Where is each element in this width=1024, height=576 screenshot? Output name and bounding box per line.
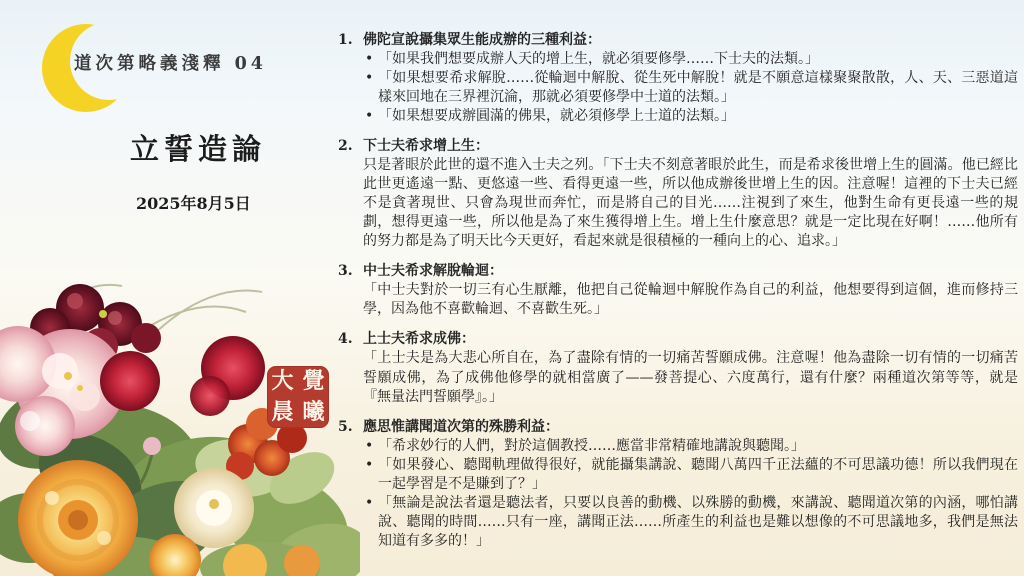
bullet-item: • 「如果想要成辦圓滿的佛果，就必須修學上士道的法類。」 [363, 107, 1018, 126]
list-item [338, 31, 1018, 126]
item-body-text: 「中士夫對於一切三有心生厭離，他把自己從輪迴中解脫作為自己的利益，他想要得到這個，進而修持三學，因為他不喜歡輪迴、不喜歡生死。」 [363, 282, 1018, 318]
item-number: 3. [338, 263, 353, 280]
item-content [363, 31, 1018, 126]
seal-char: 覺 [302, 367, 325, 394]
seal-char: 晨 [271, 398, 294, 425]
item-heading: 中士夫希求解脫輪迴： [363, 263, 503, 280]
item-body-text: 只是著眼於此世的還不進入士夫之列。「下士夫不刻意著眼於此生，而是希求後世增上生的圓滿。他已經比此世更遙遠一點、更悠遠一些、看得更遠一些，所以他成辦後世增上生的因。注意喔！這裡的下士夫已經不是貪著現世、只會為現世而奔忙，而是將自己的目光……注視到了來生，他對生命有更長遠一些的規劃，想得更遠一些，所以他是為了來生獲得增上生。增上生什麼意思？就是一定比現在好啊！……他所有的努力都是為了明天比今天更好，看起來就是很積極的一種向上的心、追求。」 [363, 157, 1018, 250]
seal [267, 366, 329, 428]
list-item [338, 330, 1018, 406]
bullet-item: • 「如果發心、聽聞軌理做得很好，就能攝集講說、聽聞八萬四千正法蘊的不可思議功德！所以我們現在一起學習是不是賺到了？」 [363, 456, 1018, 494]
item-content [363, 262, 1018, 319]
item-content [363, 330, 1018, 406]
item-body-text: 「上士夫是為大悲心所自在，為了盡除有情的一切痛苦誓願成佛。注意喔！他為盡除一切有情的一切痛苦誓願成佛，為了成佛他修學的就相當廣了——發菩提心、六度萬行，還有什麼？兩種道次第等等，就是『無量法門誓願學』。」 [363, 350, 1018, 405]
list-item [338, 262, 1018, 319]
bullet-item: • 「如果想要希求解脫……從輪迴中解脫、從生死中解脫！就是不願意這樣聚聚散散，人、天、三惡道這樣來回地在三界裡沉淪，那就必須要修學中士道的法類。」 [363, 69, 1018, 107]
seal-char: 曦 [302, 398, 325, 425]
seal-char: 大 [271, 367, 294, 394]
item-number: 4. [338, 331, 353, 348]
item-content [363, 418, 1018, 551]
bullet-item: • 「希求妙行的人們，對於這個教授……應當非常精確地講說與聽聞。」 [363, 437, 1018, 456]
item-heading: 應思惟講聞道次第的殊勝利益： [363, 418, 559, 435]
item-heading: 下士夫希求增上生： [363, 138, 489, 155]
bullet-item: • 「無論是說法者還是聽法者，只要以良善的動機、以殊勝的動機，來講說、聽聞道次第的內涵，哪怕講說、聽聞的時間……只有一座，講聞正法……所產生的利益也是難以想像的不可思議地多，我們是無法知道有多多的！」 [363, 494, 1018, 551]
item-number: 1. [338, 32, 353, 48]
item-number: 5. [338, 418, 353, 435]
list-item [338, 418, 1018, 551]
list-item [338, 137, 1018, 251]
content-list [338, 31, 1018, 562]
lecture-date: 2025年8月5日 [136, 194, 251, 213]
page-title: 立誓造論 [130, 132, 267, 166]
item-number: 2. [338, 138, 353, 155]
item-heading: 佛陀宣說攝集眾生能成辦的三種利益： [363, 32, 601, 48]
bullet-item: • 「如果我們想要成辦人天的增上生，就必須要修學……下士夫的法類。」 [363, 50, 1018, 69]
item-heading: 上士夫希求成佛： [363, 331, 475, 348]
series-title: 道次第略義淺釋 04 [74, 54, 267, 74]
item-content [363, 137, 1018, 251]
